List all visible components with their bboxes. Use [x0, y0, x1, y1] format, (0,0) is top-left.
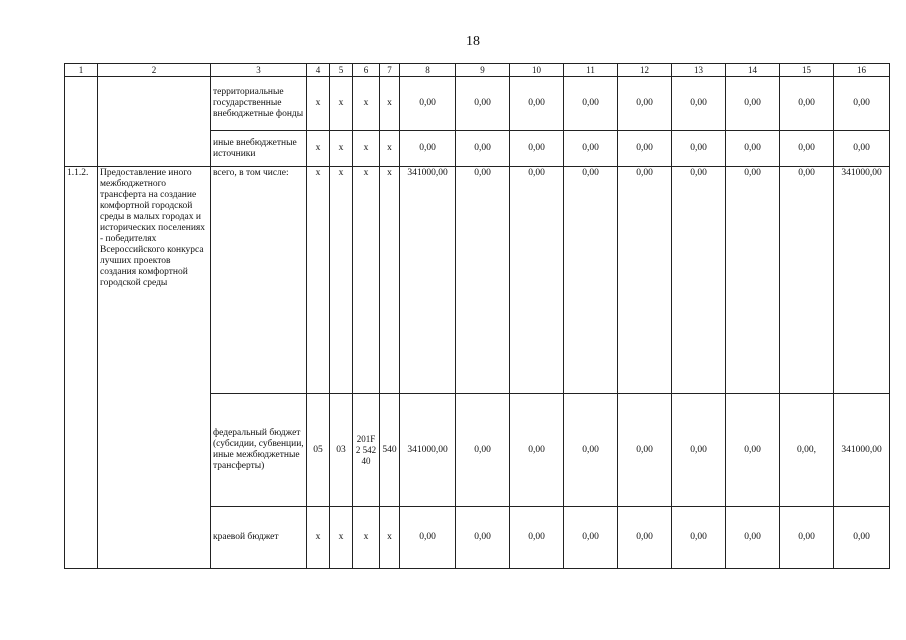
- table-cell: 0,00: [726, 394, 780, 507]
- table-cell: х: [330, 167, 353, 394]
- table-cell: 0,00: [456, 167, 510, 394]
- table-cell: 0,00: [564, 507, 618, 569]
- table-cell: 0,00: [726, 507, 780, 569]
- column-header: 4: [307, 64, 330, 77]
- column-header: 11: [564, 64, 618, 77]
- table-cell: 0,00: [834, 507, 890, 569]
- table-cell: 0,00: [510, 131, 564, 167]
- table-cell: 0,00: [618, 77, 672, 131]
- source-label: иные внебюджетные источники: [211, 131, 307, 167]
- table-cell: 0,00: [400, 77, 456, 131]
- item-number: 1.1.2.: [65, 167, 98, 569]
- table-cell: 0,00: [510, 77, 564, 131]
- table-cell: 0,00: [400, 131, 456, 167]
- table-cell: 0,00: [400, 507, 456, 569]
- table-cell: 0,00: [564, 131, 618, 167]
- table-cell: х: [307, 131, 330, 167]
- table-cell: 341000,00: [400, 167, 456, 394]
- table-cell: х: [380, 167, 400, 394]
- table-cell: 0,00: [834, 131, 890, 167]
- item-name: Предоставление иного межбюджетного трансферта на создание комфортной городской среды в малых городах и исторических поселениях - победителях Всероссийского конкурса лучших проектов создания комфортной городской среды: [98, 167, 211, 569]
- table-cell: х: [353, 507, 380, 569]
- table-cell: 0,00: [726, 167, 780, 394]
- table-cell: х: [307, 77, 330, 131]
- table-cell: 0,00: [618, 507, 672, 569]
- table-cell: 0,00: [564, 167, 618, 394]
- source-label: федеральный бюджет (субсидии, субвенции, иные межбюджетные трансферты): [211, 394, 307, 507]
- table-cell: 0,00: [618, 131, 672, 167]
- table-cell: х: [353, 77, 380, 131]
- table-cell: 0,00: [834, 77, 890, 131]
- column-header: 2: [98, 64, 211, 77]
- table-cell: [65, 77, 98, 167]
- table-cell: х: [330, 77, 353, 131]
- column-header: 13: [672, 64, 726, 77]
- table-cell: 0,00: [510, 167, 564, 394]
- table-cell: 0,00: [726, 77, 780, 131]
- column-header: 15: [780, 64, 834, 77]
- table-cell: 0,00: [780, 77, 834, 131]
- source-label: краевой бюджет: [211, 507, 307, 569]
- table-cell: х: [380, 131, 400, 167]
- table-cell: 341000,00: [400, 394, 456, 507]
- table-cell: 0,00: [672, 167, 726, 394]
- table-cell: 03: [330, 394, 353, 507]
- column-header: 12: [618, 64, 672, 77]
- table-cell: х: [307, 167, 330, 394]
- column-header: 3: [211, 64, 307, 77]
- column-header: 10: [510, 64, 564, 77]
- table-row: [65, 77, 890, 131]
- table-row: [65, 167, 890, 394]
- table-cell: 0,00: [564, 394, 618, 507]
- table-cell: [98, 77, 211, 167]
- table-cell: х: [330, 131, 353, 167]
- table-cell: 540: [380, 394, 400, 507]
- table-cell: 0,00: [618, 167, 672, 394]
- table-cell: х: [307, 507, 330, 569]
- column-header: 14: [726, 64, 780, 77]
- table-cell: 0,00: [726, 131, 780, 167]
- table-cell: х: [353, 131, 380, 167]
- table-cell: 0,00: [780, 131, 834, 167]
- table-cell: 0,00: [510, 507, 564, 569]
- column-header: 8: [400, 64, 456, 77]
- table-cell: 0,00: [780, 507, 834, 569]
- column-header: 1: [65, 64, 98, 77]
- table-cell: 0,00: [456, 131, 510, 167]
- table-cell: 0,00,: [780, 394, 834, 507]
- column-header: 7: [380, 64, 400, 77]
- page-number: 18: [466, 34, 480, 49]
- table-cell: 0,00: [780, 167, 834, 394]
- table-cell: 0,00: [564, 77, 618, 131]
- column-header: 6: [353, 64, 380, 77]
- source-label: всего, в том числе:: [211, 167, 307, 394]
- column-header: 9: [456, 64, 510, 77]
- table-cell: 341000,00: [834, 394, 890, 507]
- table-cell: 0,00: [456, 394, 510, 507]
- column-header: 5: [330, 64, 353, 77]
- table-cell: 0,00: [672, 394, 726, 507]
- source-label: территориальные государственные внебюджетные фонды: [211, 77, 307, 131]
- table-cell: х: [380, 77, 400, 131]
- table-cell: х: [353, 167, 380, 394]
- column-header: 16: [834, 64, 890, 77]
- header-row: [65, 64, 890, 77]
- table-cell: 201F2 54240: [353, 394, 380, 507]
- budget-table: [64, 63, 890, 569]
- table-cell: 0,00: [456, 77, 510, 131]
- table-cell: 0,00: [456, 507, 510, 569]
- table-cell: 0,00: [672, 77, 726, 131]
- table-cell: 0,00: [672, 131, 726, 167]
- table-cell: х: [330, 507, 353, 569]
- table-cell: 0,00: [510, 394, 564, 507]
- table-cell: 341000,00: [834, 167, 890, 394]
- table-cell: х: [380, 507, 400, 569]
- table-cell: 0,00: [672, 507, 726, 569]
- table-cell: 0,00: [618, 394, 672, 507]
- table-cell: 05: [307, 394, 330, 507]
